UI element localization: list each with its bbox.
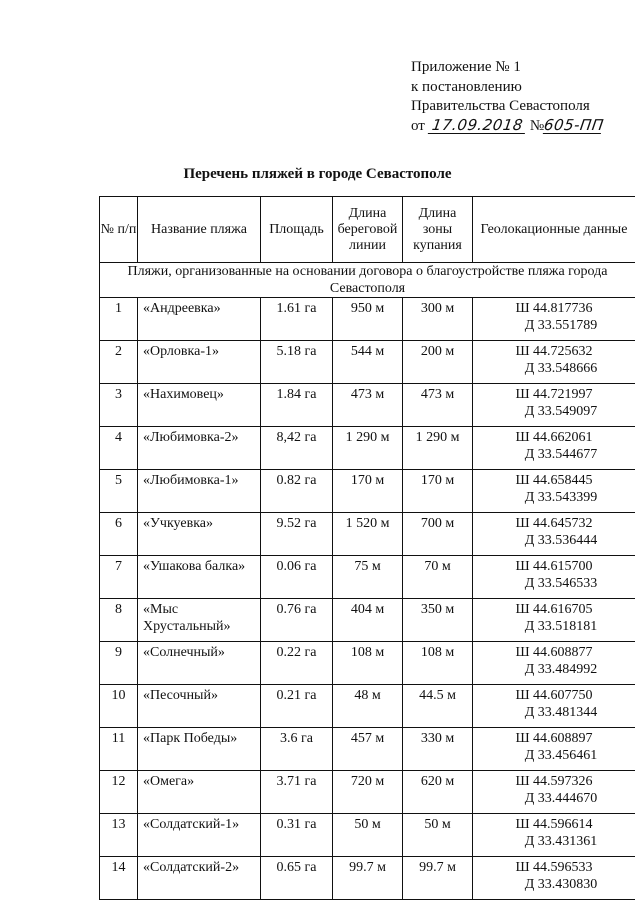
table-row [100,384,635,427]
latitude: Ш 44.645732 [515,516,593,531]
longitude: Д 33.544677 [524,447,598,462]
beach-area: 0.76 га [261,599,333,642]
table-row [100,427,635,470]
shoreline-length: 720 м [333,771,403,814]
geolocation [473,685,635,728]
latitude: Ш 44.725632 [515,344,593,359]
section-row [100,263,635,298]
appendix-line-2: к постановлению [411,78,522,95]
latitude: Ш 44.607750 [515,688,593,703]
beach-name: «Ушакова балка» [138,556,261,599]
row-num: 8 [100,599,138,642]
beach-name: «Любимовка-2» [138,427,261,470]
shoreline-length: 1 290 м [333,427,403,470]
table-row [100,685,635,728]
row-num: 7 [100,556,138,599]
geolocation [473,470,635,513]
beach-area: 3.6 га [261,728,333,771]
table-row [100,298,635,341]
beach-name: «Орловка-1» [138,341,261,384]
latitude: Ш 44.615700 [515,559,593,574]
row-num: 11 [100,728,138,771]
latitude: Ш 44.596614 [515,817,593,832]
beach-name: «Любимовка-1» [138,470,261,513]
geolocation [473,642,635,685]
row-num: 5 [100,470,138,513]
table-row [100,857,635,900]
shoreline-length: 404 м [333,599,403,642]
shoreline-length: 50 м [333,814,403,857]
table-row [100,771,635,814]
swimming-zone-length: 44.5 м [403,685,473,728]
row-num: 2 [100,341,138,384]
row-num: 13 [100,814,138,857]
longitude: Д 33.444670 [524,791,598,806]
row-num: 3 [100,384,138,427]
beach-area: 1.61 га [261,298,333,341]
swimming-zone-length: 330 м [403,728,473,771]
beach-name: «Солдатский-2» [138,857,261,900]
beach-area: 3.71 га [261,771,333,814]
swimming-zone-length: 620 м [403,771,473,814]
longitude: Д 33.549097 [524,404,598,419]
beach-area: 0.06 га [261,556,333,599]
latitude: Ш 44.658445 [515,473,593,488]
appendix-number-label: № [529,117,545,134]
row-num: 10 [100,685,138,728]
swimming-zone-length: 99.7 м [403,857,473,900]
geolocation [473,599,635,642]
table-row [100,513,635,556]
beach-area: 0.31 га [261,814,333,857]
geolocation [473,857,635,900]
shoreline-length: 170 м [333,470,403,513]
geolocation [473,384,635,427]
appendix-date-line [411,115,606,137]
beach-area: 5.18 га [261,341,333,384]
beach-name: «Мыс Хрустальный» [138,599,261,642]
swimming-zone-length: 170 м [403,470,473,513]
shoreline-length: 473 м [333,384,403,427]
longitude: Д 33.543399 [524,490,598,505]
latitude: Ш 44.608897 [515,731,593,746]
beach-name: «Андреевка» [138,298,261,341]
beach-area: 9.52 га [261,513,333,556]
latitude: Ш 44.608877 [515,645,593,660]
swimming-zone-length: 473 м [403,384,473,427]
header-length: Длина береговой линии [333,197,403,263]
beach-name: «Солдатский-1» [138,814,261,857]
swimming-zone-length: 200 м [403,341,473,384]
geolocation [473,341,635,384]
geolocation [473,298,635,341]
header-geo: Геолокационные данные [473,197,635,263]
beach-name: «Омега» [138,771,261,814]
swimming-zone-length: 700 м [403,513,473,556]
row-num: 4 [100,427,138,470]
appendix-line-3: Правительства Севастополя [411,98,590,114]
beach-area: 0.22 га [261,642,333,685]
beach-area: 0.21 га [261,685,333,728]
beach-name: «Учкуевка» [138,513,261,556]
longitude: Д 33.536444 [524,533,598,548]
geolocation [473,427,635,470]
table-row [100,814,635,857]
latitude: Ш 44.596533 [515,860,593,875]
beach-name: «Парк Победы» [138,728,261,771]
section-title: Пляжи, организованные на основании договора о благоустройстве пляжа города Севастополя [100,263,635,298]
beach-area: 8,42 га [261,427,333,470]
table-row [100,599,635,642]
shoreline-length: 108 м [333,642,403,685]
swimming-zone-length: 108 м [403,642,473,685]
beach-area: 0.65 га [261,857,333,900]
latitude: Ш 44.817736 [515,301,593,316]
beach-name: «Нахимовец» [138,384,261,427]
latitude: Ш 44.616705 [515,602,593,617]
shoreline-length: 48 м [333,685,403,728]
beach-area: 0.82 га [261,470,333,513]
header-zone: Длина зоны купания [403,197,473,263]
longitude: Д 33.456461 [524,748,598,763]
longitude: Д 33.481344 [524,705,598,720]
longitude: Д 33.431361 [524,834,598,849]
latitude: Ш 44.597326 [515,774,593,789]
header-name: Название пляжа [138,197,261,263]
geolocation [473,556,635,599]
shoreline-length: 950 м [333,298,403,341]
beach-name: «Песочный» [138,685,261,728]
shoreline-length: 544 м [333,341,403,384]
swimming-zone-length: 300 м [403,298,473,341]
header-area: Площадь [261,197,333,263]
row-num: 12 [100,771,138,814]
appendix-number: 605-ПП [542,115,606,134]
appendix-line-1: Приложение № 1 [411,59,521,75]
table-row [100,341,635,384]
row-num: 14 [100,857,138,900]
swimming-zone-length: 1 290 м [403,427,473,470]
document-title: Перечень пляжей в городе Севастополе [183,166,452,182]
beach-name: «Солнечный» [138,642,261,685]
row-num: 9 [100,642,138,685]
appendix-date: 17.09.2018 [428,117,527,134]
table-row [100,470,635,513]
longitude: Д 33.484992 [524,662,598,677]
swimming-zone-length: 50 м [403,814,473,857]
geolocation [473,513,635,556]
appendix-from-label: от [411,117,425,134]
table-row [100,556,635,599]
shoreline-length: 75 м [333,556,403,599]
longitude: Д 33.551789 [524,318,598,333]
table-row [100,642,635,685]
longitude: Д 33.548666 [524,361,598,376]
shoreline-length: 99.7 м [333,857,403,900]
longitude: Д 33.546533 [524,576,598,591]
latitude: Ш 44.662061 [515,430,593,445]
geolocation [473,771,635,814]
longitude: Д 33.518181 [524,619,598,634]
beaches-table [99,196,635,900]
table-header-row [100,197,635,263]
header-num: № п/п [100,197,138,263]
shoreline-length: 1 520 м [333,513,403,556]
longitude: Д 33.430830 [524,877,598,892]
swimming-zone-length: 350 м [403,599,473,642]
shoreline-length: 457 м [333,728,403,771]
latitude: Ш 44.721997 [515,387,593,402]
geolocation [473,814,635,857]
row-num: 6 [100,513,138,556]
beach-area: 1.84 га [261,384,333,427]
row-num: 1 [100,298,138,341]
appendix-block [411,58,606,136]
geolocation [473,728,635,771]
table-row [100,728,635,771]
swimming-zone-length: 70 м [403,556,473,599]
